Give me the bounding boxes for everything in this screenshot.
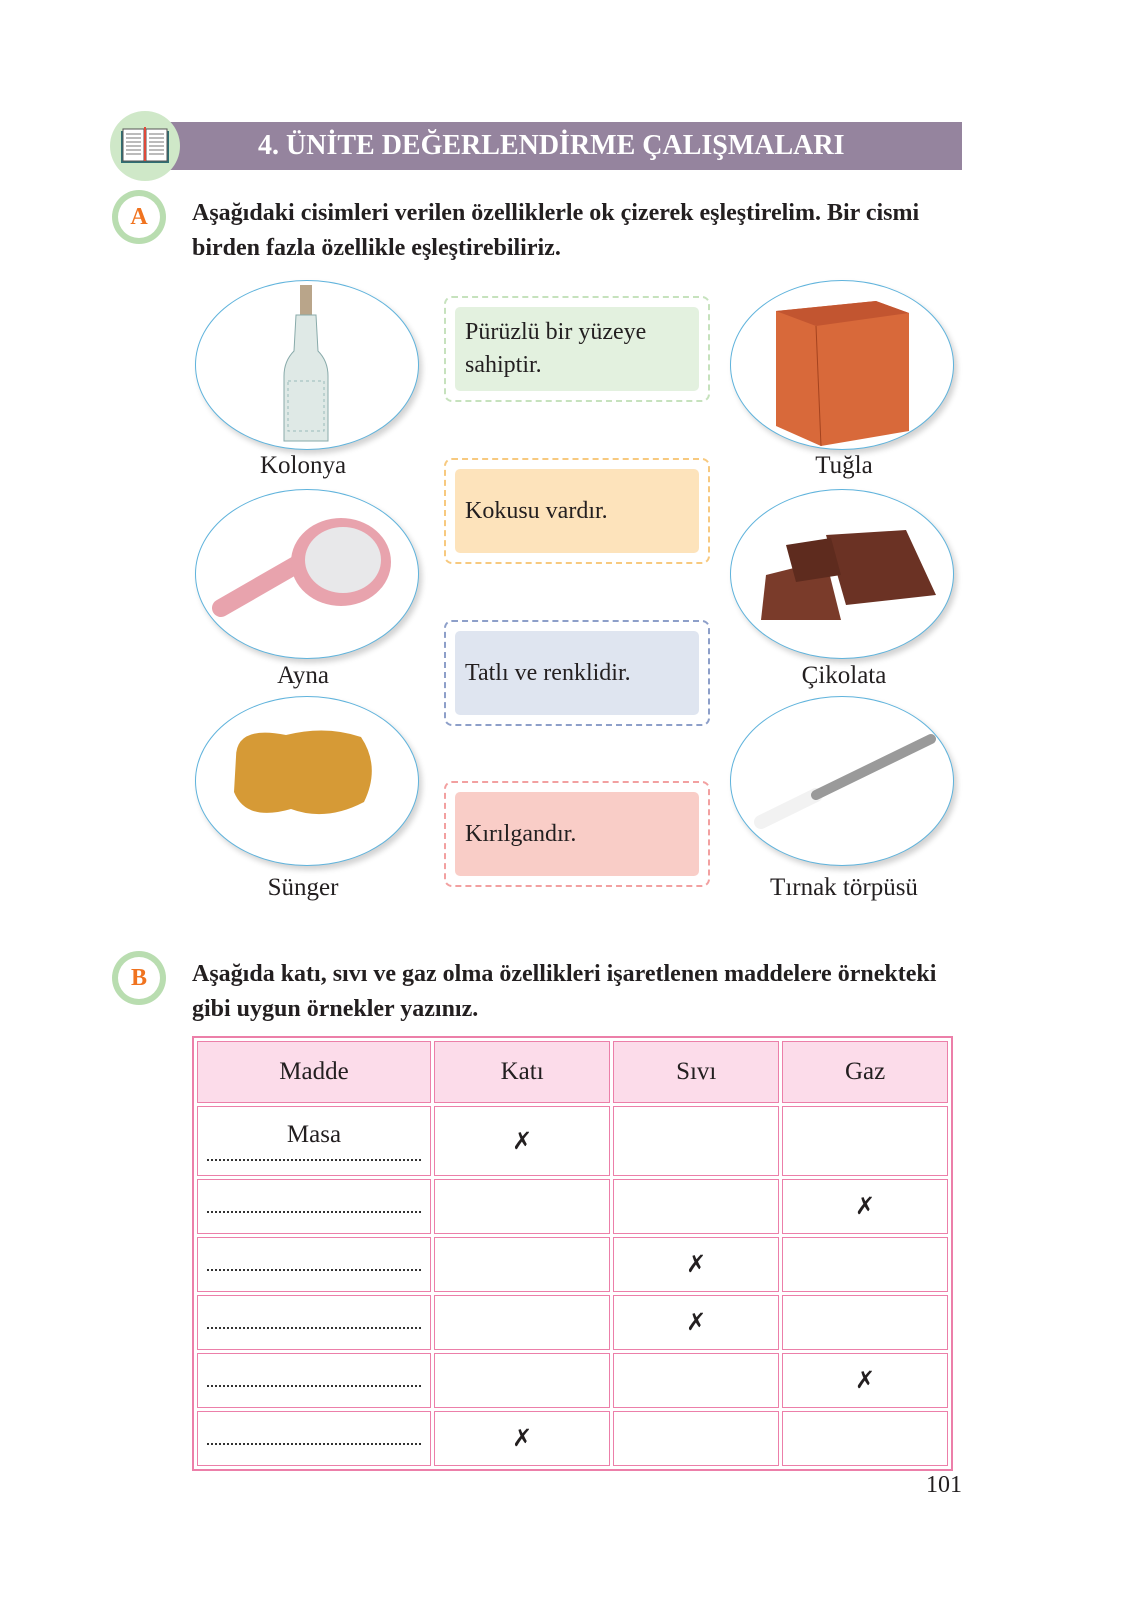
dotted-answer-line (207, 1149, 421, 1161)
state-cell-gaz (782, 1353, 948, 1408)
madde-input-cell[interactable] (197, 1179, 431, 1234)
label-kolonya: Kolonya (259, 452, 347, 479)
state-cell-gaz (782, 1179, 948, 1234)
states-table (192, 1036, 953, 1471)
state-cell-sıvı (613, 1353, 779, 1408)
table-row (197, 1353, 948, 1408)
table-row (197, 1106, 948, 1176)
label-sunger: Sünger (267, 874, 339, 901)
table-row (197, 1411, 948, 1466)
label-tugla: Tuğla (815, 452, 873, 479)
state-cell-sıvı (613, 1179, 779, 1234)
cross-mark-icon: ✗ (686, 1250, 707, 1278)
state-cell-katı (434, 1237, 610, 1292)
state-cell-gaz (782, 1411, 948, 1466)
chocolate-image (730, 489, 954, 659)
madde-input-cell[interactable] (197, 1295, 431, 1350)
state-cell-sıvı (613, 1411, 779, 1466)
madde-input-cell[interactable] (197, 1237, 431, 1292)
label-ayna: Ayna (277, 662, 329, 689)
state-cell-gaz (782, 1295, 948, 1350)
madde-input-cell[interactable] (197, 1353, 431, 1408)
header-kati: Katı (434, 1041, 610, 1103)
state-cell-sıvı (613, 1106, 779, 1176)
state-cell-katı (434, 1106, 610, 1176)
table-row (197, 1295, 948, 1350)
state-cell-gaz (782, 1106, 948, 1176)
page-number: 101 (926, 1472, 962, 1498)
property-card[interactable]: Kokusu vardır. (444, 458, 710, 564)
state-cell-sıvı (613, 1237, 779, 1292)
section-b-badge: B (112, 951, 166, 1005)
cross-mark-icon: ✗ (512, 1424, 533, 1452)
state-cell-gaz (782, 1237, 948, 1292)
label-cikolata: Çikolata (801, 662, 887, 689)
mirror-image (195, 489, 419, 659)
property-card[interactable]: Tatlı ve renklidir. (444, 620, 710, 726)
madde-input-cell[interactable] (197, 1411, 431, 1466)
state-cell-katı (434, 1411, 610, 1466)
book-icon (110, 111, 180, 181)
brick-image (730, 280, 954, 450)
label-tirnak-torpusu: Tırnak törpüsü (770, 874, 918, 901)
dotted-answer-line (207, 1317, 421, 1329)
sponge-image (195, 696, 419, 866)
section-a-question: Aşağıdaki cisimleri verilen özelliklerle ok çizerek eşleştirelim. Bir cismi birden fazla özellikle eşleştirebiliriz. (192, 200, 920, 261)
state-cell-katı (434, 1295, 610, 1350)
property-card[interactable]: Kırılgandır. (444, 781, 710, 887)
cross-mark-icon: ✗ (512, 1126, 533, 1155)
header-sivi: Sıvı (613, 1041, 779, 1103)
table-row (197, 1237, 948, 1292)
header-madde: Madde (197, 1041, 431, 1103)
cross-mark-icon: ✗ (855, 1192, 876, 1220)
section-b-question: Aşağıda katı, sıvı ve gaz olma özellikleri işaretlenen maddelere örnekteki gibi uygun örnekler yazınız. (192, 961, 937, 1022)
dotted-answer-line (207, 1433, 421, 1445)
madde-input-cell[interactable] (197, 1106, 431, 1176)
state-cell-katı (434, 1179, 610, 1234)
state-cell-sıvı (613, 1295, 779, 1350)
table-row (197, 1179, 948, 1234)
section-a-badge: A (112, 190, 166, 244)
nail-file-image (730, 696, 954, 866)
madde-text: Masa (286, 1121, 342, 1148)
dotted-answer-line (207, 1375, 421, 1387)
dotted-answer-line (207, 1259, 421, 1271)
unit-title-banner: 4. ÜNİTE DEĞERLENDİRME ÇALIŞMALARI (150, 122, 962, 170)
cologne-bottle-image (195, 280, 419, 450)
header-gaz: Gaz (782, 1041, 948, 1103)
cross-mark-icon: ✗ (686, 1308, 707, 1336)
state-cell-katı (434, 1353, 610, 1408)
cross-mark-icon: ✗ (855, 1366, 876, 1394)
property-card[interactable]: Pürüzlü bir yüzeye sahiptir. (444, 296, 710, 402)
dotted-answer-line (207, 1201, 421, 1213)
